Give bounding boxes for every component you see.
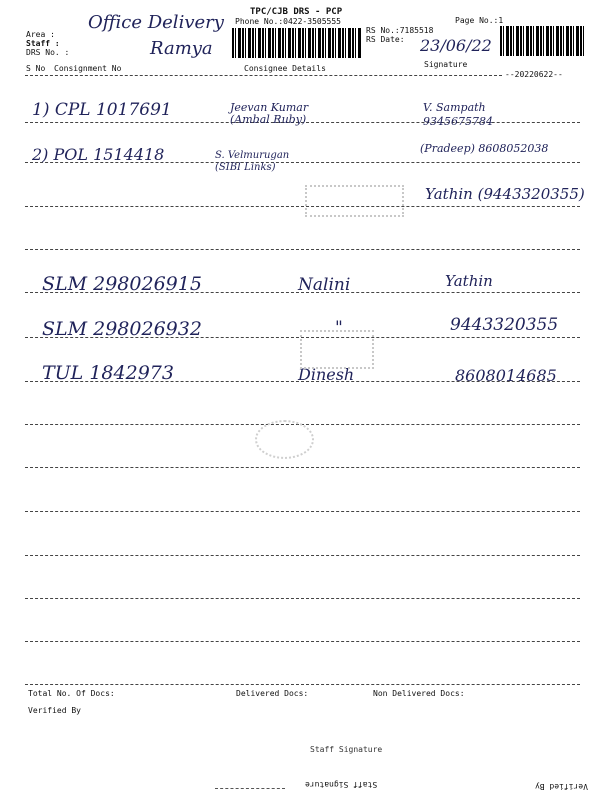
page-number: Page No.:1 (455, 16, 504, 25)
staff-label: Staff : (26, 39, 60, 48)
area-label: Area : (26, 30, 55, 39)
rs-date-label: RS Date: (366, 35, 405, 44)
verified-by-label: Verified By (28, 706, 81, 715)
row-5-consignee: " (335, 318, 343, 338)
area-handwritten: Office Delivery (88, 12, 224, 33)
flipped-verified-by: Verified By (535, 782, 588, 791)
row-1-consignment: 1) CPL 1017691 (32, 100, 172, 120)
row-line (25, 555, 580, 556)
row-line (25, 467, 580, 468)
row-2-consignee: S. Velmurugan (SIBI Links) (215, 150, 290, 173)
delivered-docs-label: Delivered Docs: (236, 689, 309, 698)
faded-round-stamp (255, 420, 314, 459)
row-1-signature: V. Sampath 9345675784 (423, 101, 493, 128)
row-1-consignee: Jeevan Kumar (Ambal Ruby) (230, 101, 309, 126)
footer-dash (215, 788, 285, 789)
phone-number: Phone No.:0422-3505555 (235, 17, 341, 26)
non-delivered-docs-label: Non Delivered Docs: (373, 689, 465, 698)
rs-number: RS No.:7185518 (366, 26, 434, 35)
row-6-signature: 8608014685 (455, 366, 557, 385)
staff-signature-label: Staff Signature (310, 745, 383, 754)
row-line (25, 511, 580, 512)
faded-stamp (305, 185, 404, 217)
row-6-consignment: TUL 1842973 (42, 362, 174, 384)
flipped-staff-signature: Staff Signature (305, 780, 378, 789)
row-5-signature: 9443320355 (450, 315, 559, 335)
row-2-signature: (Pradeep) 8608052038 (420, 142, 549, 155)
faded-stamp (300, 330, 374, 369)
row-6-consignee: Dinesh (298, 365, 355, 384)
barcode-center (232, 28, 362, 58)
column-consignee: Consignee Details (244, 64, 326, 73)
row-line (25, 249, 580, 250)
staff-handwritten: Ramya (150, 38, 213, 59)
row-line (25, 206, 580, 207)
drs-label: DRS No. : (26, 48, 70, 57)
document-title: TPC/CJB DRS - PCP (250, 7, 343, 17)
row-4-consignee: Nalini (298, 275, 351, 295)
row-3-signature: Yathin (9443320355) (425, 185, 585, 203)
column-sno: S No (26, 64, 46, 73)
row-2-consignment: 2) POL 1514418 (32, 145, 165, 164)
date-code: --20220622-- (505, 70, 563, 79)
barcode-right (500, 26, 585, 56)
row-line (25, 684, 580, 685)
row-4-consignment: SLM 298026915 (42, 273, 202, 295)
row-line (25, 641, 580, 642)
total-docs-label: Total No. Of Docs: (28, 689, 115, 698)
column-consignment: Consignment No (54, 64, 122, 73)
row-4-signature: Yathin (445, 272, 493, 290)
row-line (25, 598, 580, 599)
column-signature: Signature (424, 60, 468, 69)
row-5-consignment: SLM 298026932 (42, 318, 202, 340)
rs-date-handwritten: 23/06/22 (420, 36, 492, 55)
header-divider (25, 75, 502, 76)
